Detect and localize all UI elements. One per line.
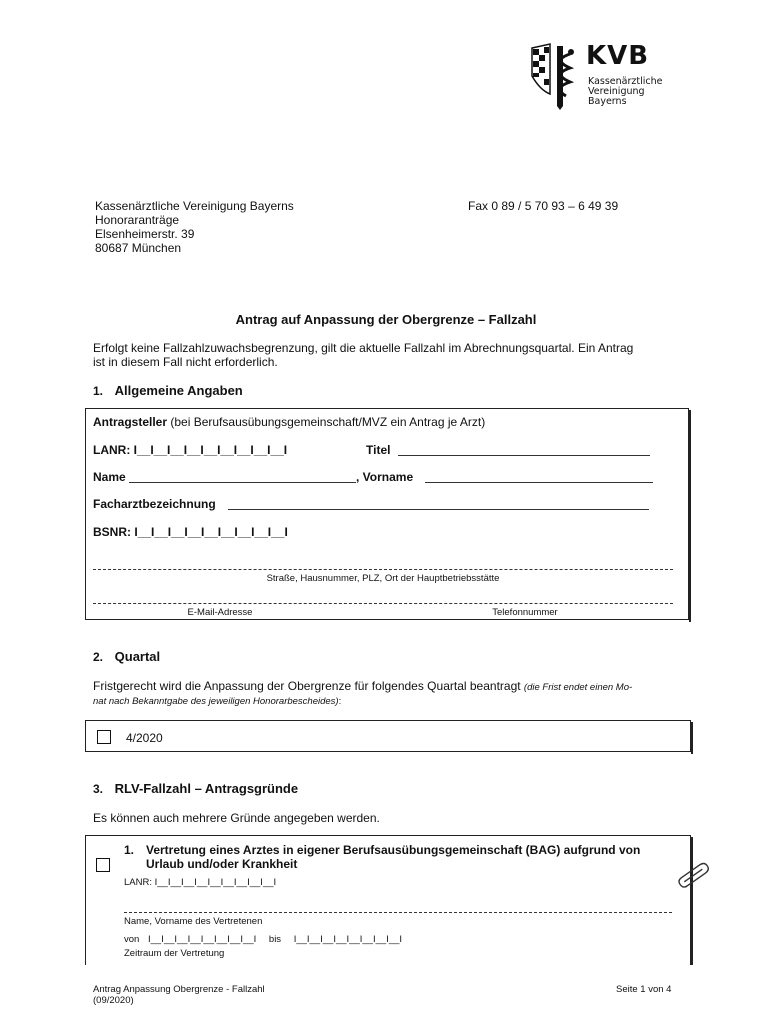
applicant-note: (bei Berufsausübungsgemeinschaft/MVZ ein Antrag je Arzt) — [167, 415, 486, 429]
applicant-bold: Antragsteller — [93, 415, 168, 429]
bsnr-field[interactable]: BSNR: I__I__I__I__I__I__I__I__I__I — [93, 525, 288, 539]
address-line-4: 80687 München — [95, 241, 182, 255]
logo-line-2: Vereinigung — [588, 86, 645, 97]
name-input-line[interactable] — [129, 482, 356, 483]
fax-number: Fax 0 89 / 5 70 93 – 6 49 39 — [468, 199, 619, 213]
lanr-field[interactable]: LANR: I__I__I__I__I__I__I__I__I__I — [93, 443, 288, 457]
recipient-address — [95, 199, 294, 255]
section-3-note: Es können auch mehrere Gründe angegeben werden. — [93, 811, 380, 825]
logo-line-1: Kassenärztliche — [588, 76, 663, 87]
section-2-text: Fristgerecht wird die Anpassung der Obergrenze für folgendes Quartal beantragt (die Frist endet einen Mo- nat nach Bekanntgabe des jeweiligen Honorarbescheides): — [93, 679, 633, 707]
section-1-heading — [93, 383, 243, 399]
email-caption: E-Mail-Adresse — [187, 607, 253, 618]
section-2-italic-2: nat nach Bekanntgabe des jeweiligen Honorarbescheides) — [93, 696, 339, 707]
vorname-input-line[interactable] — [425, 482, 653, 483]
section-2-title: Quartal — [114, 649, 161, 664]
section-3-number: 3. — [93, 782, 104, 796]
section-1-number: 1. — [93, 384, 104, 398]
reason-1-number: 1. — [124, 843, 135, 857]
page-title: Antrag auf Anpassung der Obergrenze – Fallzahl — [235, 312, 537, 327]
section-2-heading — [93, 649, 160, 665]
phone-caption: Telefonnummer — [492, 607, 558, 618]
contact-input-line[interactable] — [93, 603, 673, 604]
quarter-box — [85, 720, 691, 752]
kvb-logo — [530, 40, 670, 112]
reason-1-name-caption: Name, Vorname des Vertretenen — [124, 916, 263, 927]
quarter-checkbox[interactable] — [97, 730, 111, 744]
logo-line-3: Bayerns — [588, 96, 627, 107]
reason-1-checkbox[interactable] — [96, 858, 110, 872]
section-2-main-text: Fristgerecht wird die Anpassung der Obergrenze für folgendes Quartal beantragt — [93, 679, 524, 693]
address-line-1: Kassenärztliche Vereinigung Bayerns — [95, 199, 294, 213]
bis-field[interactable]: I__I__I__I__I__I__I__I__I — [293, 934, 402, 945]
footer-left — [93, 984, 265, 1006]
vorname-label: , Vorname — [356, 470, 414, 484]
reason-1-period-row — [124, 934, 402, 945]
quarter-value: 4/2020 — [126, 731, 163, 745]
address-line-3: Elsenheimerstr. 39 — [95, 227, 195, 241]
reason-1-name-input-line[interactable] — [124, 912, 672, 913]
address-caption: Straße, Hausnummer, PLZ, Ort der Hauptbetriebsstätte — [266, 573, 500, 584]
section-3-heading — [93, 781, 298, 797]
titel-input-line[interactable] — [398, 455, 650, 456]
reason-1-title — [146, 843, 691, 871]
bis-label: bis — [268, 934, 282, 945]
reason-1-lanr-field[interactable]: LANR: I__I__I__I__I__I__I__I__I__I — [124, 877, 277, 888]
von-label: von — [124, 934, 140, 945]
section-1-title: Allgemeine Angaben — [114, 383, 243, 398]
section-2-number: 2. — [93, 650, 104, 664]
reason-1-title-line-1: Vertretung eines Arztes in eigener Berufsausübungsgemeinschaft (BAG) aufgrund von — [146, 843, 641, 857]
titel-label: Titel — [366, 443, 391, 457]
section-1-box — [85, 408, 689, 620]
page-number: Seite 1 von 4 — [616, 984, 672, 995]
name-label: Name — [93, 470, 126, 484]
logo-brand: KVB — [586, 41, 650, 71]
von-field[interactable]: I__I__I__I__I__I__I__I__I — [147, 934, 257, 945]
section-3-title: RLV-Fallzahl – Antragsgründe — [114, 781, 299, 796]
reason-1-period-caption: Zeitraum der Vertretung — [124, 948, 225, 959]
address-input-line[interactable] — [93, 569, 673, 570]
kvb-crest-icon — [530, 40, 578, 112]
section-2-italic-1: (die Frist endet einen Mo- — [523, 682, 633, 693]
paperclip-icon — [677, 862, 717, 896]
applicant-label — [93, 415, 485, 429]
intro-line-1: Erfolgt keine Fallzahlzuwachsbegrenzung, gilt die aktuelle Fallzahl im Abrechnungsquartal. Ein Antrag — [93, 341, 634, 355]
footer-date: (09/2020) — [93, 995, 134, 1006]
intro-text — [93, 341, 693, 369]
intro-line-2: ist in diesem Fall nicht erforderlich. — [93, 355, 278, 369]
footer-title: Antrag Anpassung Obergrenze - Fallzahl — [93, 984, 265, 995]
facharzt-label: Facharztbezeichnung — [93, 497, 216, 511]
facharzt-input-line[interactable] — [228, 509, 649, 510]
address-line-2: Honoraranträge — [95, 213, 180, 227]
reason-1-title-line-2: Urlaub und/oder Krankheit — [146, 857, 298, 871]
